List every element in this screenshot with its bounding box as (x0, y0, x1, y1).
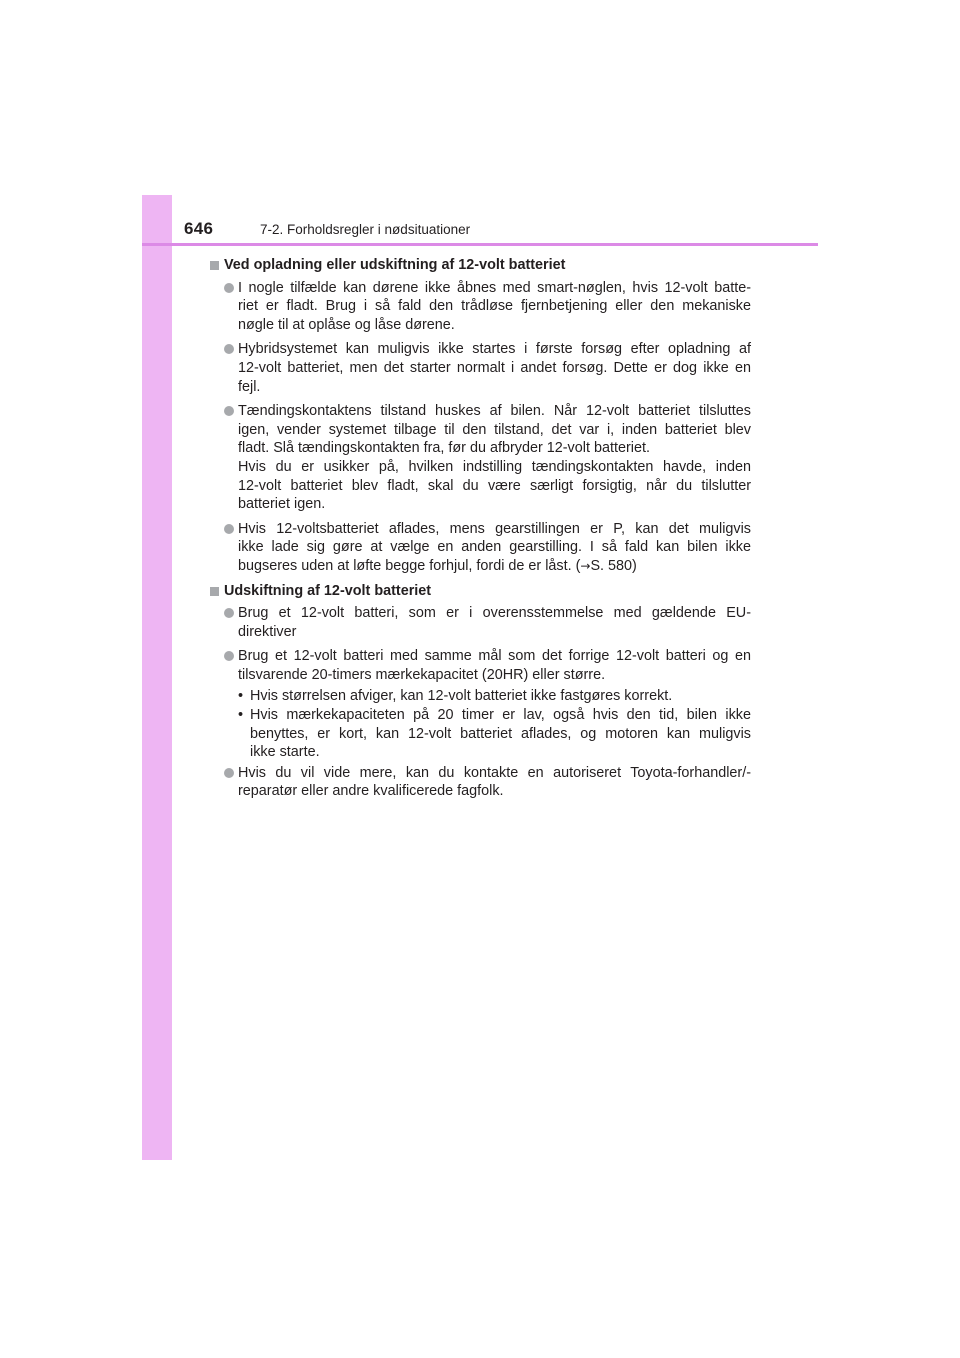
section-title: 7-2. Forholdsregler i nødsituationer (260, 222, 471, 237)
heading-text: Udskiftning af 12-volt batteriet (224, 582, 432, 599)
text-line: tilsvarende 20-timers mærkekapacitet (20HR) eller større. (238, 666, 606, 683)
list-item (210, 520, 751, 576)
text-line: Brug et 12-volt batteri med samme mål som det forrige 12-volt batteri og en (238, 648, 751, 665)
page-number: 646 (184, 219, 214, 238)
circle-bullet-icon (224, 608, 234, 618)
page-content (210, 256, 751, 807)
page-reference-link[interactable]: S. 580) (590, 557, 637, 574)
text-line: riet er fladt. Brug i så fald den trådløse fjernbetjening eller den mekaniske (238, 298, 751, 315)
circle-bullet-icon (224, 524, 234, 534)
text-line: batteriet igen. (238, 496, 326, 513)
small-bullet-icon: • (238, 707, 244, 724)
text-line: Hvis 12-voltsbatteriet aflades, mens gearstillingen er P, kan det muligvis (238, 520, 751, 537)
text-line: Hybridsystemet kan muligvis ikke startes i første forsøg efter opladning af (238, 341, 751, 358)
circle-bullet-icon (224, 344, 234, 354)
square-bullet-icon (210, 587, 219, 596)
text-line: Hvis du vil vide mere, kan du kontakte en autoriseret Toyota-forhandler/- (238, 764, 751, 781)
text-line: reparatør eller andre kvalificerede fagfolk. (238, 783, 504, 800)
heading-text: Ved opladning eller udskiftning af 12-volt batteriet (224, 257, 566, 273)
circle-bullet-icon (224, 283, 234, 293)
text-line: fladt. Slå tændingskontakten fra, før du afbryder 12-volt batteriet. (238, 440, 650, 457)
text-line: Hvis du er usikker på, hvilken indstilling tændingskontakten havde, inden (238, 458, 751, 475)
list-item (210, 604, 751, 641)
text-line: 12-volt batteriet blev fladt, skal du være særligt forsigtig, når du tilslutter (238, 477, 751, 494)
arrow-right-icon: → (580, 558, 591, 573)
square-bullet-icon (210, 261, 219, 270)
list-item (210, 340, 751, 396)
text-line: fejl. (238, 378, 261, 395)
list-item (210, 279, 751, 335)
list-item (210, 402, 751, 514)
circle-bullet-icon (224, 406, 234, 416)
text-line: Tændingskontaktens tilstand huskes af bilen. Når 12-volt batteriet tilsluttes (238, 403, 751, 420)
text-line: I nogle tilfælde kan dørene ikke åbnes med smart-nøglen, hvis 12-volt batte- (238, 279, 751, 296)
sub-list-item (210, 706, 751, 762)
sub-list (210, 687, 751, 761)
page-header (142, 195, 818, 247)
small-bullet-icon: • (238, 688, 244, 705)
text-line: Hvis mærkekapaciteten på 20 timer er lav, også hvis den tid, bilen ikke (250, 707, 751, 724)
text-line: Hvis størrelsen afviger, kan 12-volt batteriet ikke fastgøres korrekt. (250, 688, 673, 705)
text-line: 12-volt batteriet, men det starter normalt i andet forsøg. Dette er dog ikke en (238, 359, 751, 376)
text-line-with-reference (238, 557, 751, 576)
text-line: ikke lade sig gøre at vælge en anden gearstilling. I så fald kan bilen ikke (238, 539, 751, 556)
circle-bullet-icon (224, 768, 234, 778)
list-item (210, 647, 751, 684)
text-line: nøgle til at oplåse og låse dørene. (238, 316, 455, 333)
section-heading-replacement (210, 582, 751, 601)
circle-bullet-icon (224, 651, 234, 661)
section-heading-charging (210, 256, 751, 275)
list-item (210, 764, 751, 801)
text-line: Brug et 12-volt batteri, som er i overensstemmelse med gældende EU- (238, 605, 751, 622)
text-line: ikke starte. (250, 744, 320, 761)
text-line: direktiver (238, 623, 297, 640)
sub-list-item (210, 687, 751, 706)
text-line: benyttes, er kort, kan 12-volt batteriet aflades, og motoren kan muligvis (250, 725, 751, 742)
text-line: igen, vender systemet tilbage til den tilstand, det var i, inden batteriet blev (238, 421, 751, 438)
header-rule (142, 243, 818, 246)
side-tab-band (142, 195, 172, 1160)
text-fragment: bugseres uden at løfte begge forhjul, fordi de er låst. ( (238, 557, 581, 574)
